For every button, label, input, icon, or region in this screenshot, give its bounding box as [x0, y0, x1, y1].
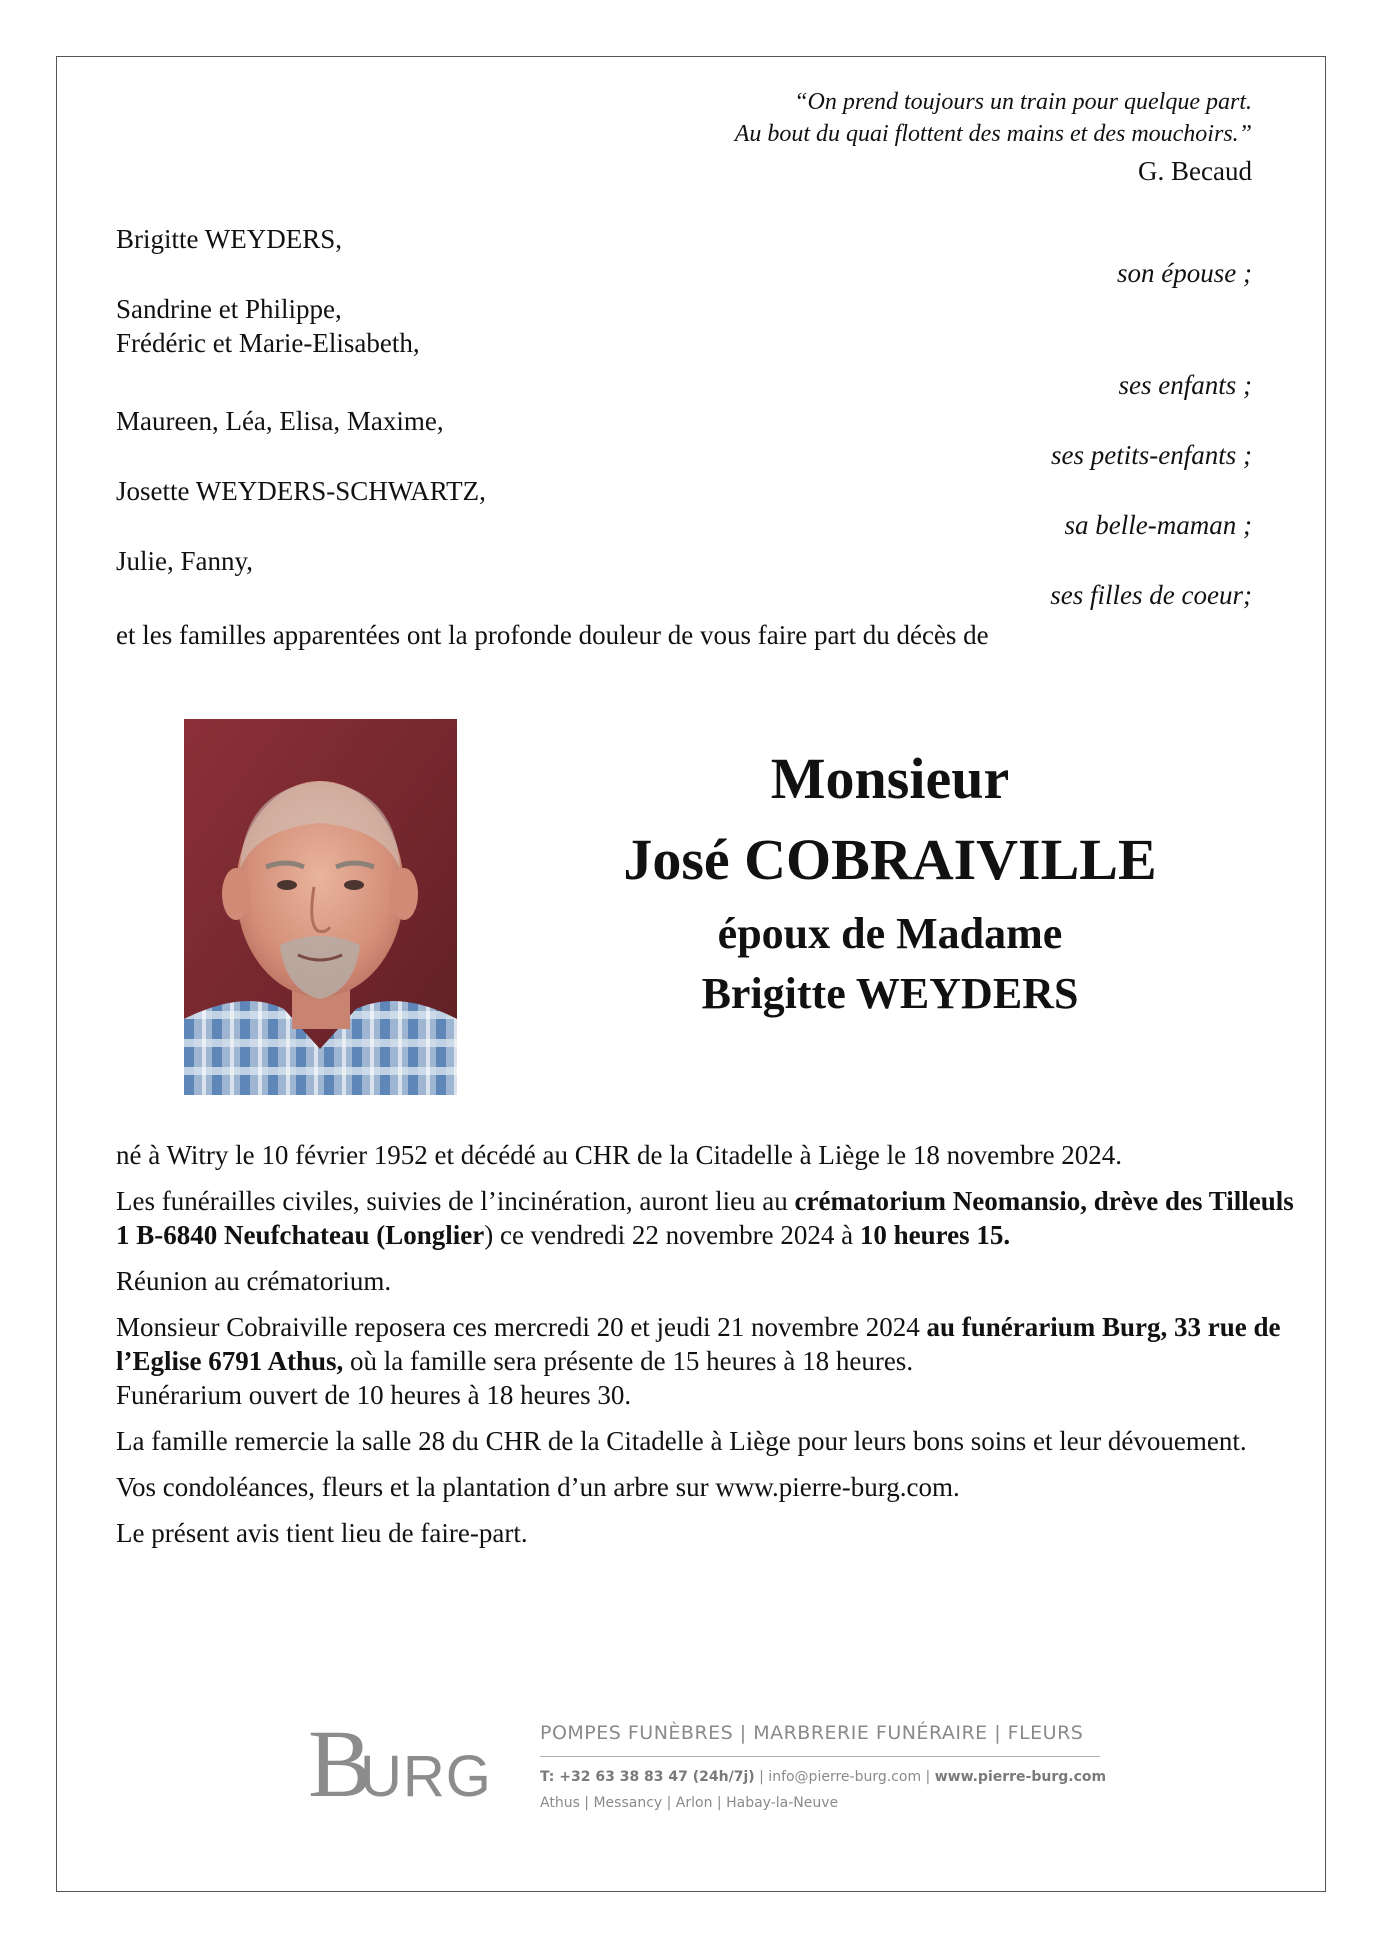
family-relation: ses petits-enfants ;: [1051, 440, 1252, 470]
thanks-paragraph: La famille remercie la salle 28 du CHR de la Citadelle à Liège pour leurs bons soins et leur dévouement.: [116, 1426, 1247, 1456]
family-relation: ses enfants ;: [1118, 370, 1252, 400]
family-name: Julie, Fanny,: [116, 546, 253, 576]
family-relation: ses filles de coeur;: [1050, 580, 1252, 610]
burg-logo: [308, 1716, 493, 1806]
deceased-block: [560, 740, 1220, 1024]
family-name: Maureen, Léa, Elisa, Maxime,: [116, 406, 444, 436]
rest-text: Monsieur Cobraiville reposera ces mercredi 20 et jeudi 21 novembre 2024: [116, 1312, 927, 1342]
rest-location: au funérarium Burg, 33 rue de l’Eglise 6791 Athus,: [116, 1312, 1281, 1376]
footer-email: | info@pierre-burg.com |: [754, 1769, 935, 1785]
announcement-intro: et les familles apparentées ont la profonde douleur de vous faire part du décès de: [116, 620, 989, 650]
svg-text:B: B: [308, 1716, 373, 1806]
funeral-text: Les funérailles civiles, suivies de l’incinération, auront lieu au: [116, 1186, 795, 1216]
footer-contact: [540, 1767, 1107, 1787]
reunion-paragraph: Réunion au crématorium.: [116, 1266, 392, 1296]
spouse-name: Brigitte WEYDERS: [701, 969, 1079, 1018]
epigraph-line-2: Au bout du quai flottent des mains et des mouchoirs.”: [734, 121, 1252, 147]
family-name: Brigitte WEYDERS,: [116, 224, 342, 254]
funeral-time: 10 heures 15.: [859, 1220, 1011, 1250]
footer-phone: T: +32 63 38 83 47: [540, 1769, 693, 1785]
epigraph-author: G. Becaud: [1138, 156, 1252, 186]
epigraph: [735, 86, 1252, 190]
family-relation: son épouse ;: [1117, 258, 1252, 288]
footer-website: www.pierre-burg.com: [934, 1769, 1107, 1785]
family-name: Sandrine et Philippe,: [116, 294, 342, 324]
family-list: [116, 222, 1252, 612]
deceased-title: Monsieur: [770, 746, 1010, 811]
family-relation: sa belle-maman ;: [1064, 510, 1252, 540]
rest-paragraph: [116, 1310, 1296, 1412]
rest-text: où la famille sera présente de 15 heures à 18 heures.: [343, 1346, 914, 1376]
burg-logo-icon: [308, 1716, 493, 1806]
footer-info: [540, 1720, 1107, 1813]
footer-hours: (24h/7j): [692, 1769, 755, 1785]
spouse-line: époux de Madame: [717, 909, 1063, 958]
birth-death-paragraph: né à Witry le 10 février 1952 et décédé au CHR de la Citadelle à Liège le 18 novembre 2024.: [116, 1140, 1123, 1170]
deceased-name: José COBRAIVILLE: [623, 827, 1157, 892]
funeral-location: crématorium Neomansio, drève des Tilleuls 1 B-6840 Neufchateau (Longlier: [116, 1186, 1294, 1250]
footer-locations: Athus | Messancy | Arlon | Habay-la-Neuve: [540, 1795, 839, 1811]
notice-paragraph: Le présent avis tient lieu de faire-part.: [116, 1518, 528, 1548]
funeral-text: ) ce vendredi 22 novembre 2024 à: [484, 1220, 860, 1250]
portrait-image: [184, 719, 457, 1095]
condolences-paragraph: Vos condoléances, fleurs et la plantation d’un arbre sur www.pierre-burg.com.: [116, 1472, 960, 1502]
portrait-photo: [184, 719, 457, 1095]
notice-body: [116, 1138, 1296, 1562]
rest-hours: Funérarium ouvert de 10 heures à 18 heures 30.: [116, 1380, 632, 1410]
funeral-paragraph: [116, 1184, 1296, 1252]
footer-services: POMPES FUNÈBRES | MARBRERIE FUNÉRAIRE | FLEURS: [540, 1720, 1100, 1757]
family-name: Josette WEYDERS-SCHWARTZ,: [116, 476, 486, 506]
family-name: Frédéric et Marie-Elisabeth,: [116, 328, 420, 358]
epigraph-line-1: “On prend toujours un train pour quelque part.: [794, 89, 1252, 115]
svg-text:URG: URG: [360, 1744, 492, 1806]
